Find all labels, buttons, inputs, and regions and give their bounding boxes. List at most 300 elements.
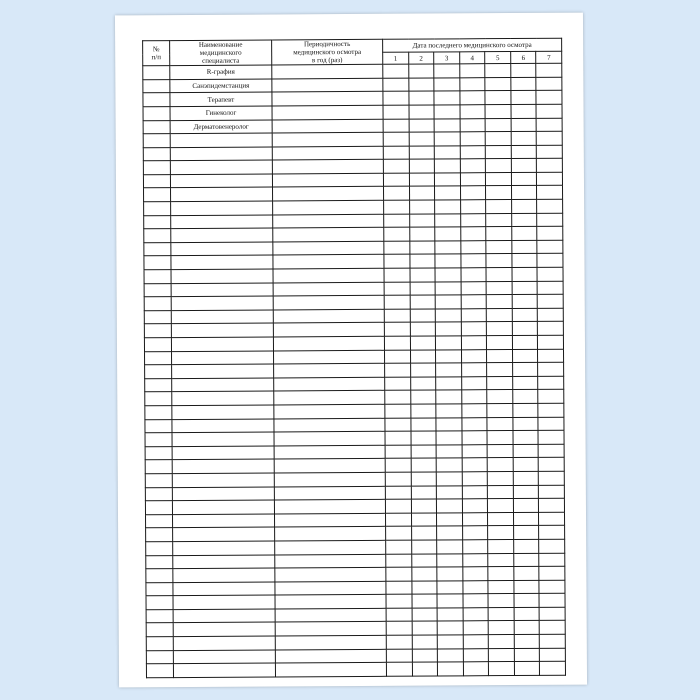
cell-exam-day-3[interactable] bbox=[437, 567, 463, 581]
cell-number[interactable] bbox=[145, 392, 172, 406]
cell-periodicity[interactable] bbox=[273, 200, 384, 214]
cell-exam-day-7[interactable] bbox=[538, 390, 564, 404]
cell-exam-day-2[interactable] bbox=[410, 322, 436, 336]
cell-exam-day-2[interactable] bbox=[410, 350, 436, 364]
cell-exam-day-6[interactable] bbox=[513, 458, 539, 472]
cell-exam-day-4[interactable] bbox=[461, 308, 487, 322]
cell-periodicity[interactable] bbox=[275, 595, 386, 609]
cell-exam-day-4[interactable] bbox=[462, 444, 488, 458]
cell-exam-day-1[interactable] bbox=[383, 132, 409, 146]
cell-number[interactable] bbox=[143, 93, 170, 107]
cell-exam-day-3[interactable] bbox=[437, 635, 463, 649]
cell-exam-day-5[interactable] bbox=[486, 240, 512, 254]
cell-exam-day-5[interactable] bbox=[488, 539, 514, 553]
cell-exam-day-7[interactable] bbox=[537, 240, 563, 254]
cell-number[interactable] bbox=[146, 650, 173, 664]
cell-exam-day-4[interactable] bbox=[462, 417, 488, 431]
cell-exam-day-5[interactable] bbox=[486, 254, 512, 268]
cell-exam-day-2[interactable] bbox=[408, 91, 434, 105]
cell-exam-day-6[interactable] bbox=[513, 417, 539, 431]
cell-specialist[interactable] bbox=[173, 541, 275, 555]
cell-exam-day-3[interactable] bbox=[435, 227, 461, 241]
cell-exam-day-6[interactable] bbox=[511, 213, 537, 227]
cell-exam-day-5[interactable] bbox=[485, 104, 511, 118]
cell-periodicity[interactable] bbox=[273, 282, 384, 296]
cell-exam-day-2[interactable] bbox=[410, 390, 436, 404]
cell-exam-day-2[interactable] bbox=[411, 445, 437, 459]
cell-exam-day-2[interactable] bbox=[409, 200, 435, 214]
cell-exam-day-5[interactable] bbox=[486, 308, 512, 322]
cell-exam-day-7[interactable] bbox=[538, 444, 564, 458]
cell-exam-day-3[interactable] bbox=[436, 431, 462, 445]
cell-exam-day-2[interactable] bbox=[409, 186, 435, 200]
cell-periodicity[interactable] bbox=[275, 581, 386, 595]
cell-periodicity[interactable] bbox=[272, 64, 383, 78]
cell-exam-day-3[interactable] bbox=[434, 105, 460, 119]
cell-specialist[interactable] bbox=[173, 636, 275, 650]
cell-exam-day-4[interactable] bbox=[460, 173, 486, 187]
cell-specialist[interactable]: Гинеколог bbox=[170, 106, 272, 120]
cell-exam-day-4[interactable] bbox=[462, 458, 488, 472]
cell-exam-day-3[interactable] bbox=[437, 553, 463, 567]
cell-periodicity[interactable] bbox=[274, 513, 385, 527]
cell-specialist[interactable] bbox=[172, 405, 274, 419]
cell-exam-day-3[interactable] bbox=[436, 390, 462, 404]
cell-exam-day-2[interactable] bbox=[411, 486, 437, 500]
cell-exam-day-1[interactable] bbox=[386, 635, 412, 649]
cell-exam-day-3[interactable] bbox=[437, 608, 463, 622]
cell-specialist[interactable]: Дерматовенеролог bbox=[170, 119, 272, 133]
cell-specialist[interactable] bbox=[173, 663, 275, 677]
cell-exam-day-2[interactable] bbox=[411, 472, 437, 486]
cell-exam-day-1[interactable] bbox=[385, 458, 411, 472]
cell-specialist[interactable] bbox=[172, 419, 274, 433]
cell-exam-day-4[interactable] bbox=[460, 132, 486, 146]
cell-exam-day-7[interactable] bbox=[537, 159, 563, 173]
cell-exam-day-3[interactable] bbox=[434, 146, 460, 160]
cell-periodicity[interactable] bbox=[273, 214, 384, 228]
cell-exam-day-6[interactable] bbox=[512, 363, 538, 377]
cell-exam-day-1[interactable] bbox=[385, 404, 411, 418]
cell-periodicity[interactable] bbox=[274, 391, 385, 405]
cell-exam-day-2[interactable] bbox=[408, 78, 434, 92]
cell-exam-day-2[interactable] bbox=[412, 621, 438, 635]
cell-exam-day-4[interactable] bbox=[460, 145, 486, 159]
cell-exam-day-1[interactable] bbox=[384, 282, 410, 296]
cell-specialist[interactable] bbox=[171, 283, 273, 297]
cell-exam-day-6[interactable] bbox=[511, 104, 537, 118]
cell-exam-day-7[interactable] bbox=[539, 458, 565, 472]
cell-periodicity[interactable] bbox=[275, 567, 386, 581]
cell-specialist[interactable] bbox=[171, 255, 273, 269]
cell-exam-day-7[interactable] bbox=[539, 539, 565, 553]
cell-exam-day-2[interactable] bbox=[410, 282, 436, 296]
cell-exam-day-4[interactable] bbox=[462, 404, 488, 418]
cell-exam-day-2[interactable] bbox=[409, 227, 435, 241]
cell-exam-day-2[interactable] bbox=[410, 404, 436, 418]
cell-exam-day-2[interactable] bbox=[411, 581, 437, 595]
cell-exam-day-3[interactable] bbox=[434, 159, 460, 173]
cell-exam-day-5[interactable] bbox=[487, 390, 513, 404]
cell-exam-day-1[interactable] bbox=[384, 309, 410, 323]
cell-exam-day-6[interactable] bbox=[511, 91, 537, 105]
cell-number[interactable] bbox=[145, 365, 172, 379]
cell-exam-day-5[interactable] bbox=[487, 431, 513, 445]
cell-number[interactable] bbox=[144, 202, 171, 216]
cell-exam-day-6[interactable] bbox=[511, 64, 537, 78]
cell-exam-day-6[interactable] bbox=[514, 621, 540, 635]
cell-exam-day-4[interactable] bbox=[460, 186, 486, 200]
cell-exam-day-5[interactable] bbox=[485, 118, 511, 132]
cell-exam-day-4[interactable] bbox=[460, 159, 486, 173]
cell-exam-day-2[interactable] bbox=[408, 64, 434, 78]
cell-exam-day-7[interactable] bbox=[540, 634, 566, 648]
cell-exam-day-1[interactable] bbox=[384, 255, 410, 269]
cell-specialist[interactable] bbox=[173, 554, 275, 568]
cell-exam-day-2[interactable] bbox=[411, 513, 437, 527]
cell-exam-day-2[interactable] bbox=[412, 662, 438, 676]
cell-exam-day-6[interactable] bbox=[511, 159, 537, 173]
cell-exam-day-6[interactable] bbox=[514, 648, 540, 662]
cell-exam-day-5[interactable] bbox=[487, 403, 513, 417]
cell-number[interactable] bbox=[144, 338, 171, 352]
cell-exam-day-7[interactable] bbox=[537, 199, 563, 213]
cell-number[interactable] bbox=[146, 555, 173, 569]
cell-exam-day-6[interactable] bbox=[511, 131, 537, 145]
cell-periodicity[interactable] bbox=[274, 445, 385, 459]
cell-exam-day-7[interactable] bbox=[538, 322, 564, 336]
cell-exam-day-2[interactable] bbox=[409, 254, 435, 268]
cell-periodicity[interactable] bbox=[274, 350, 385, 364]
cell-exam-day-2[interactable] bbox=[409, 173, 435, 187]
cell-exam-day-5[interactable] bbox=[486, 186, 512, 200]
cell-exam-day-5[interactable] bbox=[486, 145, 512, 159]
cell-exam-day-5[interactable] bbox=[487, 444, 513, 458]
cell-number[interactable] bbox=[146, 609, 173, 623]
cell-exam-day-4[interactable] bbox=[462, 540, 488, 554]
cell-number[interactable] bbox=[146, 623, 173, 637]
cell-specialist[interactable] bbox=[171, 215, 273, 229]
cell-number[interactable] bbox=[146, 637, 173, 651]
cell-exam-day-3[interactable] bbox=[435, 322, 461, 336]
cell-specialist[interactable] bbox=[171, 323, 273, 337]
cell-exam-day-2[interactable] bbox=[412, 649, 438, 663]
cell-exam-day-3[interactable] bbox=[435, 173, 461, 187]
cell-number[interactable] bbox=[146, 582, 173, 596]
cell-exam-day-4[interactable] bbox=[462, 499, 488, 513]
cell-exam-day-1[interactable] bbox=[386, 608, 412, 622]
cell-exam-day-7[interactable] bbox=[539, 512, 565, 526]
cell-exam-day-1[interactable] bbox=[383, 119, 409, 133]
cell-periodicity[interactable] bbox=[274, 486, 385, 500]
cell-specialist[interactable] bbox=[171, 201, 273, 215]
cell-exam-day-1[interactable] bbox=[384, 323, 410, 337]
cell-exam-day-4[interactable] bbox=[463, 567, 489, 581]
cell-number[interactable] bbox=[143, 120, 170, 134]
cell-exam-day-1[interactable] bbox=[385, 445, 411, 459]
cell-number[interactable] bbox=[143, 161, 170, 175]
cell-exam-day-1[interactable] bbox=[385, 363, 411, 377]
cell-exam-day-2[interactable] bbox=[409, 159, 435, 173]
cell-exam-day-4[interactable] bbox=[463, 621, 489, 635]
cell-exam-day-2[interactable] bbox=[411, 540, 437, 554]
cell-exam-day-3[interactable] bbox=[436, 363, 462, 377]
cell-exam-day-2[interactable] bbox=[409, 132, 435, 146]
cell-exam-day-1[interactable] bbox=[383, 78, 409, 92]
cell-number[interactable] bbox=[145, 460, 172, 474]
cell-exam-day-1[interactable] bbox=[384, 295, 410, 309]
cell-exam-day-2[interactable] bbox=[409, 241, 435, 255]
cell-exam-day-7[interactable] bbox=[538, 308, 564, 322]
cell-exam-day-3[interactable] bbox=[438, 662, 464, 676]
cell-periodicity[interactable] bbox=[272, 119, 383, 133]
cell-exam-day-7[interactable] bbox=[539, 471, 565, 485]
cell-exam-day-3[interactable] bbox=[436, 404, 462, 418]
cell-exam-day-1[interactable] bbox=[386, 662, 412, 676]
cell-periodicity[interactable] bbox=[274, 459, 385, 473]
cell-specialist[interactable] bbox=[170, 174, 272, 188]
cell-exam-day-4[interactable] bbox=[460, 213, 486, 227]
cell-exam-day-5[interactable] bbox=[488, 512, 514, 526]
cell-exam-day-1[interactable] bbox=[386, 554, 412, 568]
cell-specialist[interactable] bbox=[173, 650, 275, 664]
cell-exam-day-5[interactable] bbox=[489, 648, 515, 662]
cell-exam-day-5[interactable] bbox=[485, 77, 511, 91]
cell-exam-day-7[interactable] bbox=[539, 498, 565, 512]
cell-exam-day-3[interactable] bbox=[436, 417, 462, 431]
cell-periodicity[interactable] bbox=[273, 228, 384, 242]
cell-exam-day-7[interactable] bbox=[538, 430, 564, 444]
cell-exam-day-1[interactable] bbox=[385, 486, 411, 500]
cell-specialist[interactable] bbox=[171, 242, 273, 256]
cell-exam-day-4[interactable] bbox=[461, 241, 487, 255]
cell-exam-day-4[interactable] bbox=[459, 64, 485, 78]
cell-exam-day-5[interactable] bbox=[488, 635, 514, 649]
cell-exam-day-4[interactable] bbox=[463, 648, 489, 662]
cell-exam-day-7[interactable] bbox=[539, 566, 565, 580]
cell-exam-day-1[interactable] bbox=[384, 336, 410, 350]
cell-exam-day-4[interactable] bbox=[463, 662, 489, 676]
cell-exam-day-1[interactable] bbox=[386, 540, 412, 554]
cell-exam-day-5[interactable] bbox=[485, 91, 511, 105]
cell-exam-day-6[interactable] bbox=[514, 634, 540, 648]
cell-exam-day-7[interactable] bbox=[536, 91, 562, 105]
cell-periodicity[interactable] bbox=[275, 635, 386, 649]
cell-exam-day-2[interactable] bbox=[409, 105, 435, 119]
cell-periodicity[interactable] bbox=[273, 296, 384, 310]
cell-number[interactable] bbox=[145, 433, 172, 447]
cell-exam-day-3[interactable] bbox=[436, 377, 462, 391]
cell-periodicity[interactable] bbox=[272, 160, 383, 174]
cell-exam-day-1[interactable] bbox=[385, 513, 411, 527]
cell-exam-day-4[interactable] bbox=[461, 336, 487, 350]
cell-periodicity[interactable] bbox=[272, 146, 383, 160]
cell-exam-day-7[interactable] bbox=[538, 403, 564, 417]
cell-exam-day-6[interactable] bbox=[512, 335, 538, 349]
cell-exam-day-5[interactable] bbox=[486, 227, 512, 241]
cell-number[interactable] bbox=[143, 107, 170, 121]
cell-exam-day-4[interactable] bbox=[460, 227, 486, 241]
cell-exam-day-7[interactable] bbox=[536, 118, 562, 132]
cell-exam-day-1[interactable] bbox=[383, 91, 409, 105]
cell-exam-day-2[interactable] bbox=[411, 567, 437, 581]
cell-number[interactable] bbox=[144, 297, 171, 311]
cell-exam-day-2[interactable] bbox=[410, 418, 436, 432]
cell-exam-day-3[interactable] bbox=[437, 594, 463, 608]
cell-specialist[interactable]: R-графия bbox=[170, 65, 272, 79]
cell-specialist[interactable] bbox=[171, 228, 273, 242]
cell-periodicity[interactable] bbox=[272, 92, 383, 106]
cell-exam-day-7[interactable] bbox=[540, 661, 566, 675]
cell-specialist[interactable] bbox=[172, 391, 274, 405]
cell-exam-day-7[interactable] bbox=[537, 145, 563, 159]
cell-exam-day-3[interactable] bbox=[436, 472, 462, 486]
cell-exam-day-6[interactable] bbox=[514, 607, 540, 621]
cell-exam-day-5[interactable] bbox=[488, 621, 514, 635]
cell-exam-day-3[interactable] bbox=[437, 540, 463, 554]
cell-specialist[interactable] bbox=[173, 582, 275, 596]
cell-periodicity[interactable] bbox=[272, 78, 383, 92]
cell-exam-day-4[interactable] bbox=[461, 363, 487, 377]
cell-exam-day-6[interactable] bbox=[513, 485, 539, 499]
cell-exam-day-5[interactable] bbox=[486, 159, 512, 173]
cell-specialist[interactable] bbox=[170, 160, 272, 174]
cell-specialist[interactable] bbox=[171, 269, 273, 283]
cell-exam-day-5[interactable] bbox=[488, 594, 514, 608]
cell-periodicity[interactable] bbox=[273, 187, 384, 201]
cell-periodicity[interactable] bbox=[273, 309, 384, 323]
cell-exam-day-2[interactable] bbox=[409, 214, 435, 228]
cell-number[interactable] bbox=[144, 229, 171, 243]
cell-number[interactable] bbox=[143, 134, 170, 148]
cell-periodicity[interactable] bbox=[274, 431, 385, 445]
cell-number[interactable] bbox=[146, 528, 173, 542]
cell-exam-day-1[interactable] bbox=[386, 594, 412, 608]
cell-exam-day-1[interactable] bbox=[385, 431, 411, 445]
cell-exam-day-4[interactable] bbox=[461, 376, 487, 390]
cell-specialist[interactable] bbox=[172, 378, 274, 392]
cell-exam-day-3[interactable] bbox=[435, 214, 461, 228]
cell-exam-day-6[interactable] bbox=[511, 172, 537, 186]
cell-number[interactable] bbox=[143, 147, 170, 161]
cell-exam-day-1[interactable] bbox=[385, 418, 411, 432]
cell-exam-day-1[interactable] bbox=[385, 350, 411, 364]
cell-exam-day-5[interactable] bbox=[488, 580, 514, 594]
cell-exam-day-3[interactable] bbox=[434, 78, 460, 92]
cell-exam-day-7[interactable] bbox=[539, 580, 565, 594]
cell-exam-day-1[interactable] bbox=[384, 214, 410, 228]
cell-specialist[interactable] bbox=[173, 622, 275, 636]
cell-exam-day-6[interactable] bbox=[513, 471, 539, 485]
cell-specialist[interactable] bbox=[172, 446, 274, 460]
cell-exam-day-7[interactable] bbox=[538, 417, 564, 431]
cell-exam-day-6[interactable] bbox=[511, 118, 537, 132]
cell-exam-day-1[interactable] bbox=[386, 622, 412, 636]
cell-number[interactable] bbox=[146, 569, 173, 583]
cell-number[interactable] bbox=[144, 256, 171, 270]
cell-number[interactable] bbox=[144, 324, 171, 338]
cell-exam-day-7[interactable] bbox=[539, 593, 565, 607]
cell-exam-day-2[interactable] bbox=[411, 553, 437, 567]
cell-specialist[interactable] bbox=[172, 459, 274, 473]
cell-exam-day-7[interactable] bbox=[537, 172, 563, 186]
cell-exam-day-5[interactable] bbox=[485, 132, 511, 146]
cell-number[interactable] bbox=[146, 664, 173, 678]
cell-number[interactable] bbox=[145, 351, 172, 365]
cell-exam-day-3[interactable] bbox=[435, 281, 461, 295]
cell-specialist[interactable] bbox=[172, 487, 274, 501]
cell-exam-day-5[interactable] bbox=[486, 281, 512, 295]
cell-exam-day-5[interactable] bbox=[488, 567, 514, 581]
cell-exam-day-7[interactable] bbox=[536, 77, 562, 91]
cell-exam-day-5[interactable] bbox=[488, 485, 514, 499]
cell-exam-day-1[interactable] bbox=[383, 146, 409, 160]
cell-specialist[interactable] bbox=[173, 527, 275, 541]
cell-exam-day-6[interactable] bbox=[513, 444, 539, 458]
cell-periodicity[interactable] bbox=[273, 323, 384, 337]
cell-periodicity[interactable] bbox=[274, 377, 385, 391]
cell-exam-day-2[interactable] bbox=[412, 635, 438, 649]
cell-exam-day-3[interactable] bbox=[435, 200, 461, 214]
cell-exam-day-3[interactable] bbox=[436, 336, 462, 350]
cell-periodicity[interactable] bbox=[273, 336, 384, 350]
cell-exam-day-2[interactable] bbox=[412, 608, 438, 622]
cell-exam-day-5[interactable] bbox=[487, 322, 513, 336]
cell-periodicity[interactable] bbox=[273, 268, 384, 282]
cell-specialist[interactable] bbox=[172, 432, 274, 446]
cell-exam-day-7[interactable] bbox=[537, 281, 563, 295]
cell-exam-day-1[interactable] bbox=[384, 200, 410, 214]
cell-periodicity[interactable] bbox=[273, 255, 384, 269]
cell-exam-day-4[interactable] bbox=[462, 485, 488, 499]
cell-exam-day-5[interactable] bbox=[488, 607, 514, 621]
cell-number[interactable] bbox=[145, 487, 172, 501]
cell-exam-day-5[interactable] bbox=[489, 662, 515, 676]
cell-number[interactable] bbox=[144, 242, 171, 256]
cell-periodicity[interactable] bbox=[275, 554, 386, 568]
cell-exam-day-6[interactable] bbox=[511, 77, 537, 91]
cell-exam-day-6[interactable] bbox=[512, 281, 538, 295]
cell-exam-day-7[interactable] bbox=[539, 607, 565, 621]
cell-periodicity[interactable] bbox=[274, 418, 385, 432]
cell-exam-day-6[interactable] bbox=[512, 254, 538, 268]
cell-number[interactable] bbox=[143, 66, 170, 80]
cell-exam-day-6[interactable] bbox=[513, 539, 539, 553]
cell-exam-day-2[interactable] bbox=[411, 499, 437, 513]
cell-exam-day-2[interactable] bbox=[411, 431, 437, 445]
cell-exam-day-1[interactable] bbox=[385, 391, 411, 405]
cell-number[interactable] bbox=[145, 446, 172, 460]
cell-exam-day-2[interactable] bbox=[410, 363, 436, 377]
cell-exam-day-7[interactable] bbox=[537, 226, 563, 240]
cell-exam-day-5[interactable] bbox=[487, 417, 513, 431]
cell-specialist[interactable] bbox=[172, 364, 274, 378]
cell-exam-day-1[interactable] bbox=[386, 567, 412, 581]
cell-exam-day-6[interactable] bbox=[514, 553, 540, 567]
cell-exam-day-6[interactable] bbox=[512, 376, 538, 390]
cell-exam-day-3[interactable] bbox=[437, 499, 463, 513]
cell-exam-day-5[interactable] bbox=[486, 295, 512, 309]
cell-exam-day-3[interactable] bbox=[435, 241, 461, 255]
cell-specialist[interactable] bbox=[171, 310, 273, 324]
cell-specialist[interactable] bbox=[170, 133, 272, 147]
cell-exam-day-4[interactable] bbox=[460, 91, 486, 105]
cell-number[interactable] bbox=[146, 542, 173, 556]
cell-number[interactable] bbox=[146, 514, 173, 528]
cell-exam-day-3[interactable] bbox=[437, 648, 463, 662]
cell-exam-day-4[interactable] bbox=[463, 580, 489, 594]
cell-periodicity[interactable] bbox=[273, 241, 384, 255]
